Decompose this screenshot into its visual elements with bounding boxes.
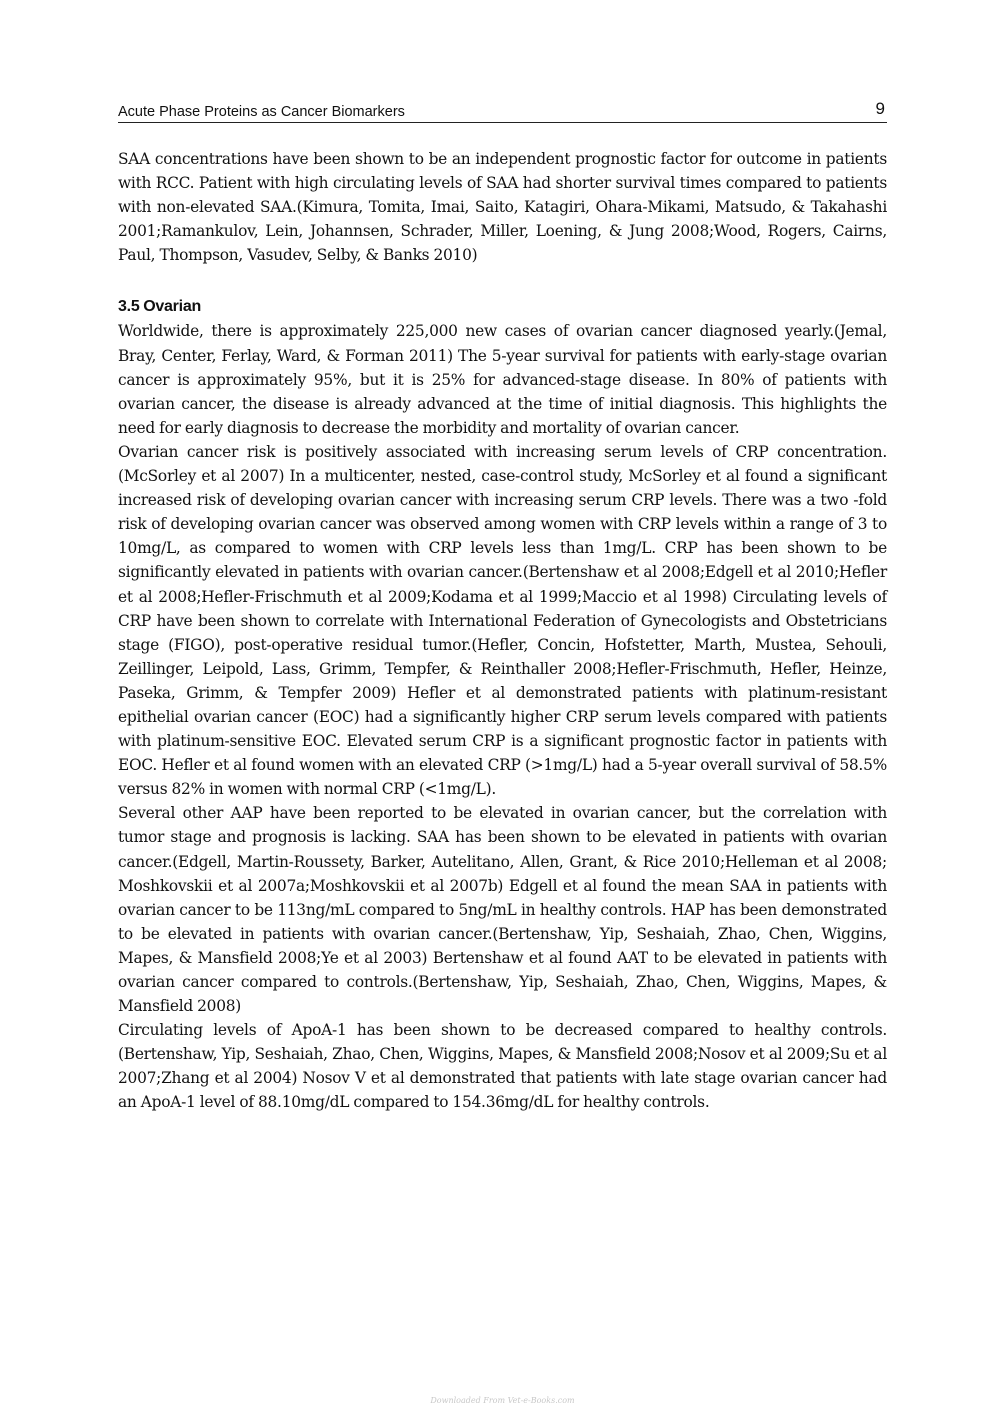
intro-paragraph: SAA concentrations have been shown to be an independent prognostic factor for outcome in patients with RCC. Patient with high circulating levels of SAA had shorter survival times compared to patients with non-elevated SAA.(Kimura, Tomita, Imai, Saito, Katagiri, Ohara-Mikami, Matsudo, & Takahashi 2001;Ramankulov, Lein, Johannsen, Schrader, Miller, Loening, & Jung 2008;Wood, Rogers, Cairns, Paul, Thompson, Vasudev, Selby, & Banks 2010) <box>118 150 887 265</box>
paragraph-apoa1: Circulating levels of ApoA-1 has been shown to be decreased compared to healthy controls.(Bertenshaw, Yip, Seshaiah, Zhao, Chen, Wiggins, Mapes, & Mansfield 2008;Nosov et al 2009;Su et al 2007;Zhang et al 2004) Nosov V et al demonstrated that patients with late stage ovarian cancer had an ApoA-1 level of 88.10mg/dL compared to 154.36mg/dL for healthy controls. <box>118 1021 887 1112</box>
paragraph-crp-risk: Ovarian cancer risk is positively associated with increasing serum levels of CRP concentration.(McSorley et al 2007) In a multicenter, nested, case-control study, McSorley et al found a significant increased risk of developing ovarian cancer with increasing serum CRP levels. There was a two -fold risk of developing ovarian cancer was observed among women with CRP levels within a range of 3 to 10mg/L, as compared to women with CRP levels less than 1mg/L. CRP has been shown to be significantly elevated in patients with ovarian cancer.(Bertenshaw et al 2008;Edgell et al 2010;Hefler et al 2008;Hefler-Frischmuth et al 2009;Kodama et al 1999;Maccio et al 1998) Circulating levels of CRP have been shown to correlate with International Federation of Gynecologists and Obstetricians stage (FIGO), post-operative residual tumor.(Hefler, Concin, Hofstetter, Marth, Mustea, Sehouli, Zeillinger, Leipold, Lass, Grimm, Tempfer, & Reinthaller 2008;Hefler-Frischmuth, Hefler, Heinze, Paseka, Grimm, & Tempfer 2009) Hefler et al demonstrated patients with platinum-resistant epithelial ovarian cancer (EOC) had a significantly higher CRP serum levels compared with patients with platinum-sensitive EOC. Elevated serum CRP is a significant prognostic factor in patients with EOC. Hefler et al found women with an elevated CRP (>1mg/L) had a 5-year overall survival of 58.5% versus 82% in women with normal CRP (<1mg/L). <box>118 442 887 799</box>
running-title: Acute Phase Proteins as Cancer Biomarkers <box>118 104 405 120</box>
paragraph-other-app: Several other AAP have been reported to be elevated in ovarian cancer, but the correlation with tumor stage and prognosis is lacking. SAA has been shown to be elevated in patients with ovarian cancer.(Edgell, Martin-Roussety, Barker, Autelitano, Allen, Grant, & Rice 2010;Helleman et al 2008; Moshkovskii et al 2007a;Moshkovskii et al 2007b) Edgell et al found the mean SAA in patients with ovarian cancer to be 113ng/mL compared to 5ng/mL in healthy controls. HAP has been demonstrated to be elevated in patients with ovarian cancer.(Bertenshaw, Yip, Seshaiah, Zhao, Chen, Wiggins, Mapes, & Mansfield 2008;Ye et al 2003) Bertenshaw et al found AAT to be elevated in patients with ovarian cancer compared to controls.(Bertenshaw, Yip, Seshaiah, Zhao, Chen, Wiggins, Mapes, & Mansfield 2008) <box>118 804 887 1016</box>
body-text <box>118 147 887 1115</box>
footer-watermark: Downloaded From Vet-e-Books.com <box>430 1396 575 1405</box>
running-header <box>118 100 887 123</box>
section-heading: 3.5 Ovarian <box>118 298 202 316</box>
page-number: 9 <box>875 99 885 118</box>
paragraph-worldwide-incidence: Worldwide, there is approximately 225,000 new cases of ovarian cancer diagnosed yearly.(Jemal, Bray, Center, Ferlay, Ward, & Forman 2011) The 5-year survival for patients with early-stage ovarian cancer is approximately 95%, but it is 25% for advanced-stage disease. In 80% of patients with ovarian cancer, the disease is already advanced at the time of initial diagnosis. This highlights the need for early diagnosis to decrease the morbidity and mortality of ovarian cancer. <box>118 322 887 437</box>
